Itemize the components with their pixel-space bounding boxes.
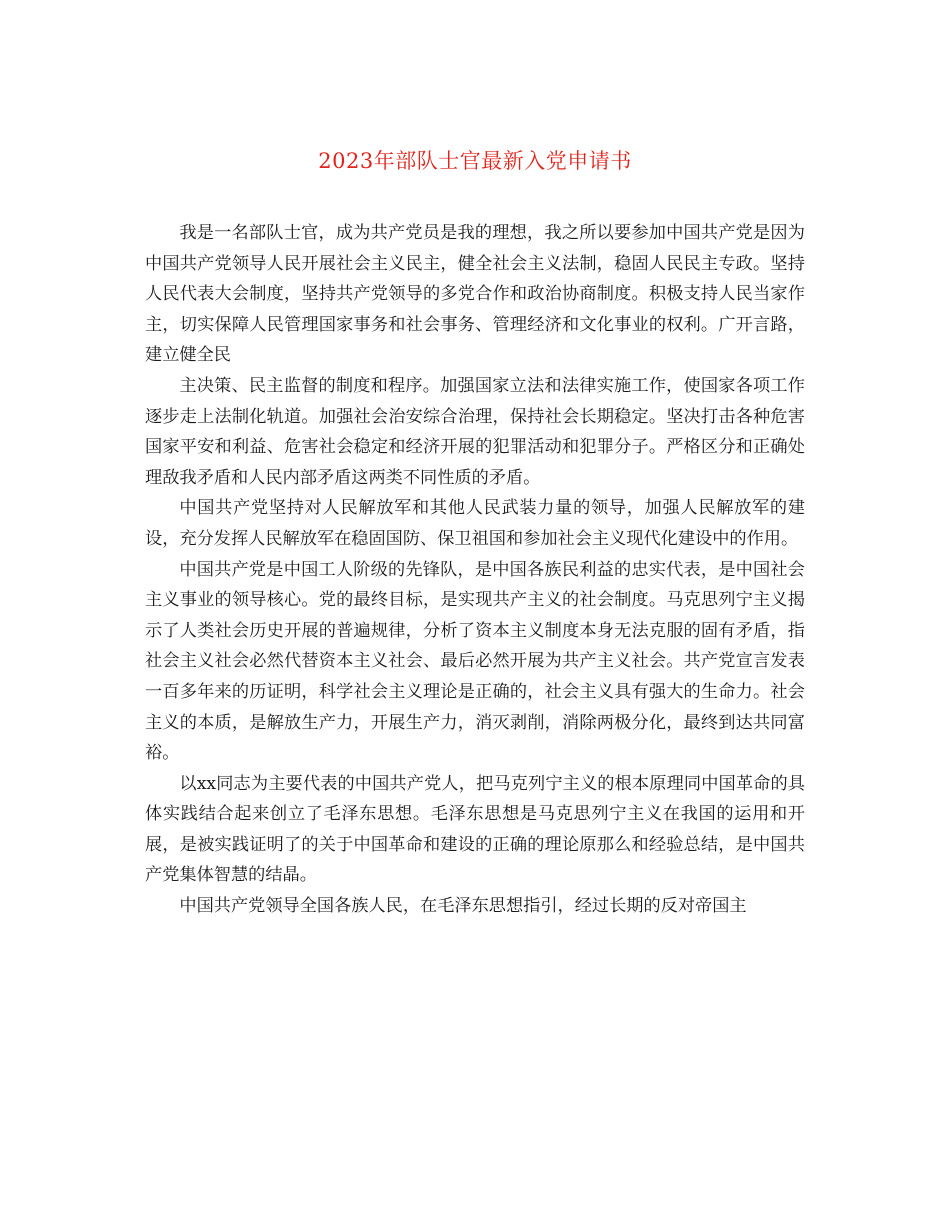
document-title: 2023年部队士官最新入党申请书 <box>318 149 632 173</box>
paragraph: 我是一名部队士官，成为共产党员是我的理想，我之所以要参加中国共产党是因为中国共产党领导人民开展社会主义民主，健全社会主义法制，稳固人民民主专政。坚持人民代表大会制度，坚持共产党领导的多党合作和政治协商制度。积极支持人民当家作主，切实保障人民管理国家事务和社会事务、管理经济和文化事业的权利。广开言路，建立健全民 <box>145 223 805 366</box>
paragraph: 中国共产党坚持对人民解放军和其他人民武装力量的领导，加强人民解放军的建设，充分发挥人民解放军在稳固国防、保卫祖国和参加社会主义现代化建设中的作用。 <box>145 498 805 549</box>
paragraph: 中国共产党是中国工人阶级的先锋队，是中国各族民利益的忠实代表，是中国社会主义事业的领导核心。党的最终目标，是实现共产主义的社会制度。马克思列宁主义揭示了人类社会历史开展的普遍规律，分析了资本主义制度本身无法克服的固有矛盾，指社会主义社会必然代替资本主义社会、最后必然开展为共产主义社会。共产党宣言发表一百多年来的历证明，科学社会主义理论是正确的，社会主义具有强大的生命力。社会主义的本质，是解放生产力，开展生产力，消灭剥削，消除两极分化，最终到达共同富裕。 <box>145 559 805 764</box>
paragraph: 主决策、民主监督的制度和程序。加强国家立法和法律实施工作，使国家各项工作逐步走上法制化轨道。加强社会治安综合治理，保持社会长期稳定。坚决打击各种危害国家平安和利益、危害社会稳定和经济开展的犯罪活动和犯罪分子。严格区分和正确处理敌我矛盾和人民内部矛盾这两类不同性质的矛盾。 <box>145 375 805 488</box>
document-body <box>145 218 805 922</box>
paragraph: 以xx同志为主要代表的中国共产党人，把马克列宁主义的根本原理同中国革命的具体实践结合起来创立了毛泽东思想。毛泽东思想是马克思列宁主义在我国的运用和开展，是被实践证明了的关于中国革命和建设的正确的理论原那么和经验总结，是中国共产党集体智慧的结晶。 <box>145 773 805 886</box>
paragraph: 中国共产党领导全国各族人民，在毛泽东思想指引，经过长期的反对帝国主 <box>179 896 747 917</box>
